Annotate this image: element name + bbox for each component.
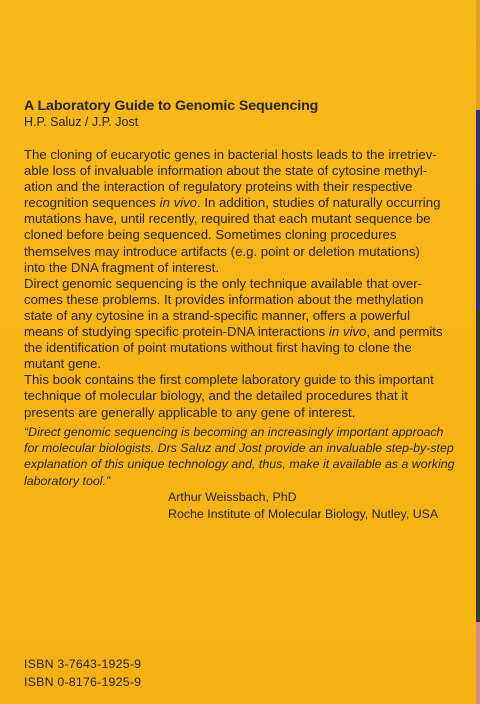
edge-strip-top (476, 0, 480, 110)
isbn-secondary: ISBN 0-8176-1925-9 (24, 675, 142, 689)
description (24, 147, 444, 421)
review-quote (24, 424, 455, 489)
quote-line: for molecular biologists. Drs Saluz and Jost provide an invaluable step-by-step (24, 441, 454, 456)
edge-strip-pink (476, 622, 480, 704)
text-line: comes these problems. It provides information about the methylation (24, 291, 424, 307)
quote-author: Arthur Weissbach, PhD (168, 490, 297, 504)
quote-affiliation: Roche Institute of Molecular Biology, Nutley, USA (168, 506, 439, 521)
description-paragraph-3 (24, 372, 444, 420)
quote-line: laboratory tool.” (24, 473, 111, 488)
quote-attribution (168, 489, 438, 522)
text-line: mutant gene. (24, 356, 101, 372)
text-line: the identification of point mutations without first having to clone the (24, 340, 412, 356)
text-line: mutations have, until recently, required that each mutant sequence be (24, 211, 431, 227)
text-line: means of studying specific protein-DNA interactions in vivo, and permits (24, 324, 443, 340)
text-line: themselves may introduce artifacts (e.g. point or deletion mutations) (24, 243, 420, 259)
text-line: state of any cytosine in a strand-specific manner, offers a powerful (24, 307, 411, 323)
text-line: ation and the interaction of regulatory proteins with their respective (24, 179, 413, 195)
text-line: able loss of invaluable information about the state of cytosine methyl- (24, 163, 428, 179)
quote-line: “Direct genomic sequencing is becoming an increasingly important approach (24, 425, 444, 439)
book-title: A Laboratory Guide to Genomic Sequencing (24, 98, 319, 114)
description-paragraph-1 (24, 147, 444, 276)
text-line: This book contains the first complete laboratory guide to this important (24, 372, 434, 388)
quote-line: explanation of this unique technology and, thus, make it available as a working (24, 457, 455, 472)
text-line: Direct genomic sequencing is the only technique available that over- (24, 275, 423, 291)
text-line: into the DNA fragment of interest. (24, 259, 219, 275)
description-paragraph-2 (24, 276, 444, 373)
text-line: recognition sequences in vivo. In addition, studies of naturally occurring (24, 195, 441, 211)
text-line: cloned before being sequenced. Sometimes cloning procedures (24, 227, 397, 243)
edge-strip-blue (476, 110, 480, 310)
text-line: presents are generally applicable to any gene of interest. (24, 404, 356, 420)
text-line: technique of molecular biology, and the detailed procedures that it (24, 388, 408, 404)
edge-strip-green (476, 310, 480, 622)
text-line: The cloning of eucaryotic genes in bacterial hosts leads to the irretriev- (24, 147, 437, 162)
isbn-primary: ISBN 3-7643-1925-9 (24, 657, 142, 671)
book-authors: H.P. Saluz / J.P. Jost (24, 115, 139, 129)
